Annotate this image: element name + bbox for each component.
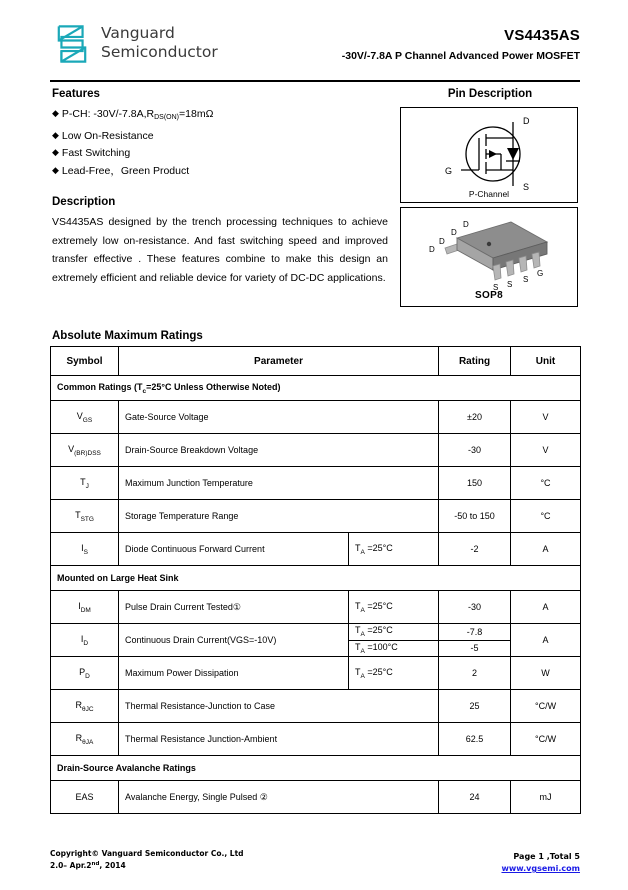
row-unit: V xyxy=(511,434,581,467)
pin-label-d1: D xyxy=(429,245,435,254)
group-label-avalanche: Drain-Source Avalanche Ratings xyxy=(51,756,581,781)
row-rating: -5 xyxy=(439,640,511,657)
copyright-line: Copyright© Vanguard Semiconductor Co., Ltd xyxy=(50,849,244,858)
row-symbol: $I_S$ xyxy=(51,533,119,566)
row-parameter: Gate-Source Voltage xyxy=(119,401,439,434)
group-label-common-ratings: Common Ratings ($T_c=25^\circ C$ Unless Otherwise Noted) xyxy=(51,376,581,401)
row-symbol: $R_{\theta JA}$ xyxy=(51,723,119,756)
channel-arrow-icon xyxy=(489,150,497,158)
package-drawing-box xyxy=(400,207,578,307)
company-name xyxy=(101,22,218,61)
row-parameter: Drain-Source Breakdown Voltage xyxy=(119,434,439,467)
row-symbol: $R_{\theta JC}$ xyxy=(51,690,119,723)
row-condition: $T_A =25^\circ C$ xyxy=(349,624,439,641)
table-header-row xyxy=(51,347,581,376)
table-row xyxy=(51,657,581,690)
logo-line-1: Vanguard xyxy=(101,24,175,42)
row-rating: 62.5 xyxy=(439,723,511,756)
row-condition: $T_A =100^\circ C$ xyxy=(349,640,439,657)
row-symbol: $I_D$ xyxy=(51,624,119,657)
description-title: Description xyxy=(52,196,116,208)
p-channel-mosfet-symbol-icon xyxy=(401,108,577,202)
row-symbol: $P_D$ xyxy=(51,657,119,690)
part-subtitle: -30V/-7.8A P Channel Advanced Power MOSFET xyxy=(341,50,580,62)
bullet-icon: ◆ xyxy=(52,108,59,118)
pin-label-s1: S xyxy=(493,283,499,292)
header-divider xyxy=(50,80,580,82)
row-parameter: Avalanche Energy, Single Pulsed ② xyxy=(119,781,439,814)
row-symbol: $V_{GS}$ xyxy=(51,401,119,434)
table-group-row xyxy=(51,756,581,781)
pin-label-d4: D xyxy=(463,220,469,229)
row-unit: °C/W xyxy=(511,690,581,723)
row-rating: -2 xyxy=(439,533,511,566)
row-unit: A xyxy=(511,591,581,624)
feature-text: Lead-Free，Green Product xyxy=(61,164,190,177)
row-condition: $T_A =25^\circ C$ xyxy=(349,533,439,566)
features-title: Features xyxy=(52,88,100,100)
row-unit: °C xyxy=(511,500,581,533)
row-condition: $T_A =25^\circ C$ xyxy=(349,657,439,690)
row-parameter: Maximum Power Dissipation xyxy=(119,657,349,690)
table-group-row xyxy=(51,376,581,401)
group-label-heat-sink: Mounted on Large Heat Sink xyxy=(51,566,581,591)
feature-item xyxy=(52,162,388,180)
table-row xyxy=(51,401,581,434)
footer-page-block xyxy=(501,851,580,875)
description-text: VS4435AS designed by the trench processing techniques to achieve extremely low on-resistance. And fast switching speed and improved transfer effective . These features combine to make this design an extremely efficient and reliable device for variety of DC-DC applications. xyxy=(52,216,388,284)
website-link[interactable]: www.vgsemi.com xyxy=(501,864,580,873)
logo-line-2: Semiconductor xyxy=(101,42,218,61)
row-parameter: Diode Continuous Forward Current xyxy=(119,533,349,566)
row-symbol: EAS xyxy=(51,781,119,814)
table-row xyxy=(51,690,581,723)
pin-description-title: Pin Description xyxy=(447,88,533,100)
feature-text: Low On-Resistance xyxy=(61,129,154,142)
row-parameter: Pulse Drain Current Tested① xyxy=(119,591,349,624)
part-number: VS4435AS xyxy=(504,27,580,44)
p-channel-caption: P-Channel xyxy=(468,189,510,199)
right-column xyxy=(400,88,580,307)
row-rating: -7.8 xyxy=(439,624,511,641)
features-list xyxy=(52,105,388,179)
absolute-maximum-ratings-table xyxy=(50,346,581,814)
table-row xyxy=(51,723,581,756)
pin-label-d3: D xyxy=(451,228,457,237)
bullet-icon: ◆ xyxy=(52,164,59,175)
table-row xyxy=(51,781,581,814)
row-parameter: Thermal Resistance Junction-Ambient xyxy=(119,723,439,756)
table-row xyxy=(51,500,581,533)
description-block xyxy=(52,196,388,287)
row-unit: W xyxy=(511,657,581,690)
col-header-symbol: Symbol xyxy=(51,347,119,376)
bullet-icon: ◆ xyxy=(52,129,59,140)
table-row xyxy=(51,434,581,467)
company-logo xyxy=(50,22,218,66)
terminal-label-d: D xyxy=(523,116,530,126)
footer-copyright-block xyxy=(50,848,244,871)
ratings-title: Absolute Maximum Ratings xyxy=(52,330,203,342)
table-row xyxy=(51,533,581,566)
header-part-info xyxy=(342,27,580,62)
left-column xyxy=(52,88,388,287)
row-condition: $T_A =25^\circ C$ xyxy=(349,591,439,624)
table-group-row xyxy=(51,566,581,591)
vanguard-s-logo-icon xyxy=(50,22,94,66)
version-line: 2.0– Apr.2nd, 2014 xyxy=(50,861,126,870)
row-rating: 24 xyxy=(439,781,511,814)
row-rating: 25 xyxy=(439,690,511,723)
row-symbol: $T_J$ xyxy=(51,467,119,500)
feature-text: P-CH: $-30V/-7.8A,R_{DS(ON)}=18m\Omega$ xyxy=(61,108,214,121)
feature-text: Fast Switching xyxy=(61,147,131,159)
col-header-unit: Unit xyxy=(511,347,581,376)
table-row xyxy=(51,624,581,641)
row-rating: ±20 xyxy=(439,401,511,434)
mosfet-symbol-box xyxy=(400,107,578,203)
table-row xyxy=(51,591,581,624)
row-rating: 2 xyxy=(439,657,511,690)
bullet-icon: ◆ xyxy=(52,147,59,157)
page-number: Page 1 ,Total 5 xyxy=(513,852,580,861)
page-header xyxy=(50,22,580,78)
row-rating: -30 xyxy=(439,591,511,624)
col-header-parameter: Parameter xyxy=(119,347,439,376)
row-unit: A xyxy=(511,533,581,566)
row-symbol: $T_{STG}$ xyxy=(51,500,119,533)
row-symbol: $V_{(BR)DSS}$ xyxy=(51,434,119,467)
row-parameter: Storage Temperature Range xyxy=(119,500,439,533)
row-parameter: Maximum Junction Temperature xyxy=(119,467,439,500)
row-unit: °C xyxy=(511,467,581,500)
package-caption: SOP8 xyxy=(475,290,503,301)
col-header-rating: Rating xyxy=(439,347,511,376)
table-row xyxy=(51,467,581,500)
pin-label-s2: S xyxy=(507,280,513,289)
row-unit: A xyxy=(511,624,581,657)
row-unit: V xyxy=(511,401,581,434)
row-symbol: $I_{DM}$ xyxy=(51,591,119,624)
row-rating: -50 to 150 xyxy=(439,500,511,533)
row-parameter: Continuous Drain Current(VGS=-10V) xyxy=(119,624,349,657)
terminal-label-s: S xyxy=(523,182,530,192)
row-rating: -30 xyxy=(439,434,511,467)
row-unit: °C/W xyxy=(511,723,581,756)
row-parameter: Thermal Resistance-Junction to Case xyxy=(119,690,439,723)
terminal-label-g: G xyxy=(445,166,453,176)
row-unit: mJ xyxy=(511,781,581,814)
pin-label-s3: S xyxy=(523,275,529,284)
row-rating: 150 xyxy=(439,467,511,500)
body-diode-arrow-icon xyxy=(507,148,519,160)
feature-item xyxy=(52,144,388,162)
feature-item xyxy=(52,105,388,127)
feature-item xyxy=(52,127,388,145)
pin-label-g: G xyxy=(537,269,544,278)
pin-label-d2: D xyxy=(439,237,445,246)
